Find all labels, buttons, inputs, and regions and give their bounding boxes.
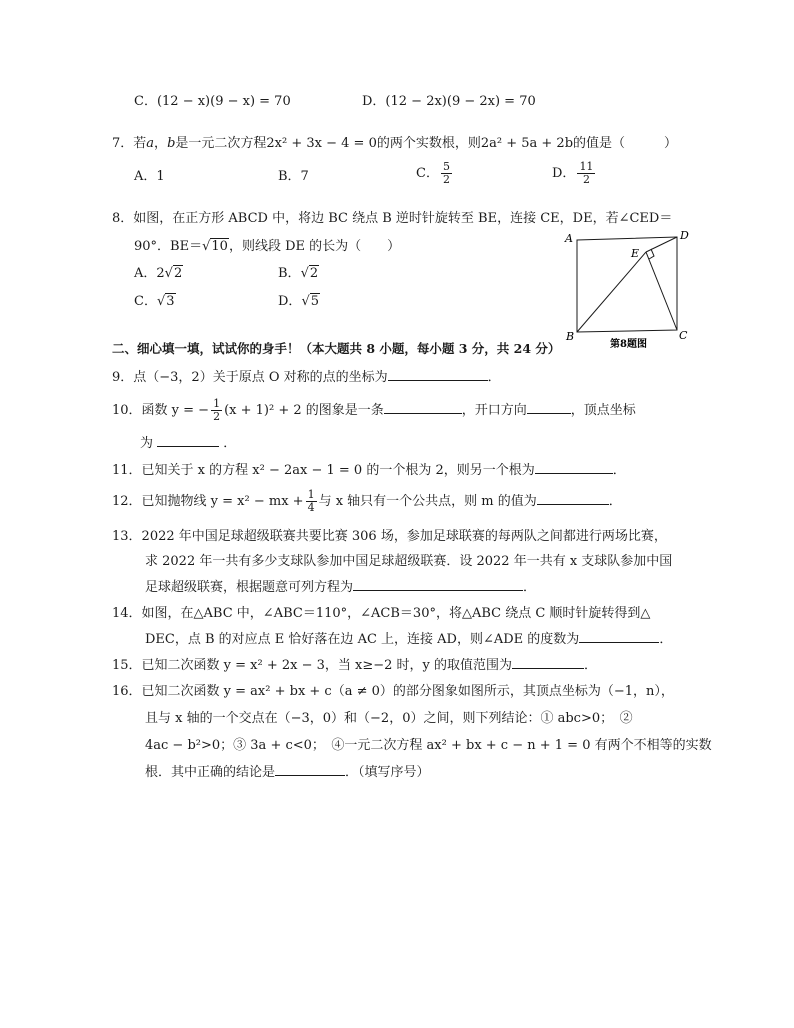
label-e: E [631, 247, 640, 260]
question-13-line3: 足球超级联赛，根据题意可列方程为 ． [145, 580, 537, 595]
question-16-line2: 且与 x 轴的一个交点在（−3，0）和（−2，0）之间，则下列结论：① abc>0； ② [145, 711, 633, 726]
label-d: D [680, 229, 689, 242]
question-13-line2: 求 2022 年一共有多少支球队参加中国足球超级联赛．设 2022 年一共有 x 支球队参加中国 [145, 554, 673, 569]
q6-option-d: D．(12 − 2x)(9 − 2x) = 70 [362, 94, 536, 109]
q8-figure [560, 225, 700, 355]
question-12: 12．已知抛物线 y = x² − mx + $\frac{1}{4}$ 与 x 轴只有一个公共点，则 m 的值为 ． [112, 488, 622, 514]
question-16-line3: 4ac − b²>0；③ 3a + c<0； ④一元二次方程 ax² + bx + c − n + 1 = 0 有两个不相等的实数 [145, 738, 712, 753]
question-10-line2: 为 ． [140, 436, 237, 451]
q8-option-d: D．√5 [278, 294, 320, 309]
q8-option-c: C．√3 [134, 294, 175, 309]
segment-ce [646, 252, 677, 330]
question-16-line4: 根．其中正确的结论是 ．（填写序号） [145, 765, 430, 780]
q8-option-a: A．2√2 [134, 266, 183, 281]
question-8-line2: 90°．BE＝√10，则线段 DE 的长为（ ） [134, 239, 401, 254]
square-abcd [577, 237, 677, 332]
figure-caption: 第8题图 [610, 339, 647, 350]
label-a: A [565, 232, 573, 245]
segment-de [646, 237, 677, 252]
question-14-line1: 14．如图，在△ABC 中，∠ABC＝110°，∠ACB＝30°，将△ABC 绕点 C 顺时针旋转得到△ [112, 606, 651, 621]
q7-option-b: B．7 [278, 169, 309, 184]
q6-option-c: C．(12 − x)(9 − x) = 70 [134, 94, 291, 109]
question-16-line1: 16．已知二次函数 y = ax² + bx + c（a ≠ 0）的部分图象如图所示，其顶点坐标为（−1，n）， [112, 684, 674, 699]
label-c: C [679, 329, 688, 342]
question-9: 9．点（−3，2）关于原点 O 对称的点的坐标为 ． [112, 370, 501, 385]
label-b: B [566, 330, 575, 343]
segment-be [577, 252, 646, 332]
q7-option-d: D． $\frac{11}{2}$ [552, 160, 594, 186]
question-15: 15．已知二次函数 y = x² + 2x − 3，当 x≥−2 时，y 的取值范围为 ． [112, 658, 598, 673]
question-13-line1: 13．2022 年中国足球超级联赛共要比赛 306 场，参加足球联赛的每两队之间都进行两场比赛， [112, 529, 667, 544]
q7-option-c: C． $\frac{5}{2}$ [416, 160, 450, 186]
question-10-line1: 10．函数 y = − $\frac{1}{2}$ (x + 1)² + 2 的图象是一条 ，开口方向 ，顶点坐标 [112, 397, 636, 423]
question-14-line2: DEC，点 B 的对应点 E 恰好落在边 AC 上，连接 AD，则∠ADE 的度数为 ． [145, 632, 673, 647]
question-7-stem: 7．若a，b是一元二次方程2x² + 3x − 4 = 0的两个实数根，则2a² + 5a + 2b的值是（ ） [112, 136, 678, 151]
question-8-line1: 8．如图，在正方形 ABCD 中，将边 BC 绕点 B 逆时针旋转至 BE，连接 CE，DE，若∠CED＝ [112, 211, 673, 226]
question-11: 11．已知关于 x 的方程 x² − 2ax − 1 = 0 的一个根为 2，则另一个根为 ． [112, 463, 626, 478]
section-2-heading: 二、细心填一填，试试你的身手！（本大题共 8 小题，每小题 3 分，共 24 分） [112, 341, 561, 356]
q8-option-b: B．√2 [278, 266, 319, 281]
q7-option-a: A．1 [134, 169, 165, 184]
